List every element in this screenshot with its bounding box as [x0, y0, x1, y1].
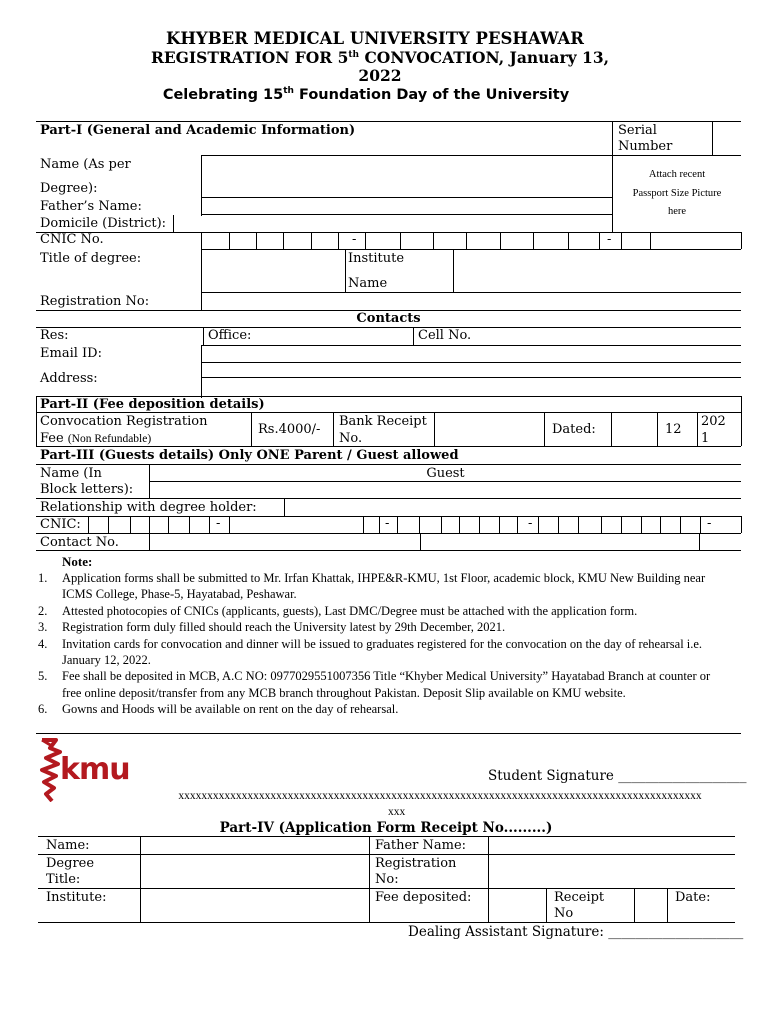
- receipt-fee-label: Fee deposited:: [375, 890, 472, 905]
- photo-placeholder[interactable]: [613, 156, 741, 231]
- guest-contact-label: Contact No.: [40, 535, 119, 550]
- cell-label: Cell No.: [418, 328, 472, 343]
- address-field[interactable]: [202, 363, 741, 397]
- receipt-reg-field[interactable]: [489, 855, 735, 888]
- serial-number-label: Serial: [618, 123, 657, 138]
- receipt-no-label-2: No: [554, 906, 574, 921]
- note-number: 3.: [38, 620, 48, 635]
- institute-field[interactable]: [454, 250, 741, 292]
- email-label: Email ID:: [40, 346, 102, 361]
- notes-list: [38, 570, 728, 718]
- cnic-label: CNIC No.: [40, 232, 104, 247]
- degree-title-field[interactable]: [202, 250, 344, 292]
- receipt-institute-label: Institute:: [46, 890, 107, 905]
- registration-no-label: Registration No:: [40, 294, 150, 309]
- name-label: Name (As per: [40, 157, 131, 172]
- registration-no-field[interactable]: [202, 293, 741, 309]
- kmu-logo: [38, 738, 128, 804]
- guest-name-field[interactable]: [150, 482, 741, 497]
- note-number: 1.: [38, 571, 48, 585]
- serial-number-field[interactable]: [713, 122, 741, 154]
- university-title: KHYBER MEDICAL UNIVERSITY PESHAWAR: [165, 29, 584, 48]
- part3-title: Part-III (Guests details) Only ONE Parent / Guest allowed: [40, 448, 459, 463]
- guest-cnic-boxes[interactable]: [0, 516, 770, 534]
- email-field[interactable]: [202, 346, 741, 362]
- cnic-dash: -: [707, 516, 712, 531]
- dealing-assistant-signature[interactable]: Dealing Assistant Signature: ____________________: [408, 924, 744, 940]
- relationship-field[interactable]: [285, 499, 741, 515]
- note-number: 4.: [38, 636, 48, 651]
- note-item: [38, 603, 728, 619]
- institute-label-2: Name: [348, 276, 388, 291]
- relationship-label: Relationship with degree holder:: [40, 500, 257, 515]
- note-item: [38, 570, 728, 603]
- notes-heading: Note:: [62, 554, 93, 569]
- domicile-field[interactable]: [174, 215, 611, 231]
- month-value: 12: [665, 422, 682, 437]
- receipt-institute-field[interactable]: [141, 889, 368, 921]
- guest-label: Guest: [426, 466, 465, 481]
- part1-title: Part-I (General and Academic Information): [40, 123, 356, 138]
- part4-title: Part-IV (Application Form Receipt No.........): [219, 820, 553, 836]
- convocation-fee-label: Convocation Registration: [40, 414, 208, 429]
- day-field[interactable]: [612, 413, 656, 445]
- year-value: 202: [701, 414, 726, 429]
- note-number: 6.: [38, 702, 48, 717]
- kmu-logo-text: kmu: [60, 752, 130, 787]
- father-name-label: Father’s Name:: [40, 199, 142, 214]
- guest-name-label-2: Block letters):: [40, 482, 134, 497]
- note-item: [38, 701, 728, 717]
- cnic-dash: -: [528, 516, 533, 531]
- cnic-dash: -: [607, 232, 612, 247]
- receipt-degree-label-2: Title:: [46, 872, 81, 887]
- cnic-dash: -: [216, 516, 221, 531]
- contacts-title: Contacts: [356, 311, 421, 326]
- registration-year: 2022: [358, 66, 402, 85]
- receipt-no-label: Receipt: [554, 890, 605, 905]
- dated-label: Dated:: [552, 422, 596, 437]
- registration-title: REGISTRATION FOR 5th CONVOCATION, January 13,: [150, 48, 610, 67]
- receipt-name-field[interactable]: [141, 837, 368, 853]
- separator-line: xxxxxxxxxxxxxxxxxxxxxxxxxxxxxxxxxxxxxxxxxxxxxxxxxxxxxxxxxxxxxxxxxxxxxxxxxxxxxxxxxxxxxxxxxxx: [178, 790, 702, 802]
- non-refundable-note: (Non Refundable): [67, 433, 152, 445]
- note-number: 2.: [38, 603, 48, 618]
- name-label-2: Degree):: [40, 181, 98, 196]
- bank-receipt-field[interactable]: [435, 413, 543, 445]
- year-value-2: 1: [701, 431, 710, 446]
- receipt-fee-field[interactable]: [489, 889, 545, 921]
- photo-text-2: Passport Size Picture: [632, 188, 722, 199]
- name-field[interactable]: [202, 156, 611, 196]
- institute-label: Institute: [348, 251, 405, 266]
- receipt-name-label: Name:: [46, 838, 90, 853]
- note-text: Attested photocopies of CNICs (applicants, guests), Last DMC/Degree must be attached with the application form.: [62, 603, 638, 618]
- res-label: Res:: [40, 328, 69, 343]
- note-text: Registration form duly filled should reach the University latest by 29th December, 2021.: [62, 620, 506, 635]
- part2-title: Part-II (Fee deposition details): [40, 397, 265, 412]
- guest-contact-field[interactable]: [150, 534, 741, 549]
- note-text: Fee shall be deposited in MCB, A.C NO: 0977029551007356 Title “Khyber Medical University” Hayatabad Branch at counter or free online deposit/transfer from any MCB branch throughout Pakistan. Deposit Slip available on KMU website.: [62, 669, 711, 700]
- cnic-dash: -: [352, 232, 357, 247]
- celebrating-title: Celebrating 15th Foundation Day of the University: [162, 86, 570, 103]
- receipt-reg-label-2: No:: [375, 872, 399, 887]
- note-item: [38, 668, 728, 701]
- fee-amount: Rs.4000/-: [258, 422, 321, 437]
- photo-text-3: here: [667, 206, 687, 217]
- separator-line-2: xxx: [388, 806, 406, 818]
- receipt-no-field[interactable]: [635, 889, 666, 921]
- cnic-dash: -: [385, 516, 390, 531]
- convocation-fee-label-2: Fee (Non Refundable): [40, 431, 152, 446]
- note-item: [38, 619, 728, 635]
- note-number: 5.: [38, 669, 48, 684]
- cell-field[interactable]: [480, 328, 741, 344]
- office-field[interactable]: [255, 328, 412, 344]
- note-text: Gowns and Hoods will be available on rent on the day of rehearsal.: [62, 702, 399, 717]
- receipt-father-field[interactable]: [489, 837, 735, 853]
- receipt-father-label: Father Name:: [375, 838, 467, 853]
- note-text: Application forms shall be submitted to Mr. Irfan Khattak, IHPE&R-KMU, 1st Floor, academic block, KMU New Building near ICMS College, Phase-5, Hayatabad, Peshawar.: [62, 571, 706, 602]
- receipt-reg-label: Registration: [375, 856, 457, 871]
- title-of-degree-label: Title of degree:: [40, 251, 142, 266]
- photo-text-1: Attach recent: [648, 169, 706, 180]
- serial-number-label-2: Number: [618, 139, 673, 154]
- address-label: Address:: [40, 371, 98, 386]
- receipt-degree-field[interactable]: [141, 855, 368, 888]
- office-label: Office:: [208, 328, 252, 343]
- guest-cnic-label: CNIC:: [40, 517, 81, 532]
- res-field[interactable]: [75, 328, 202, 344]
- note-item: [38, 636, 728, 669]
- father-name-field[interactable]: [202, 198, 611, 214]
- domicile-label: Domicile (District):: [40, 216, 167, 231]
- receipt-date-label: Date:: [675, 890, 711, 905]
- guest-name-label: Name (In: [40, 466, 102, 481]
- receipt-degree-label: Degree: [46, 856, 95, 871]
- cnic-boxes[interactable]: [0, 232, 770, 250]
- bank-receipt-label: Bank Receipt: [339, 414, 427, 429]
- note-text: Invitation cards for convocation and dinner will be issued to graduates registered for the convocation on the day of rehearsal i.e. January 12, 2022.: [62, 636, 703, 668]
- bank-receipt-label-2: No.: [339, 431, 363, 446]
- student-signature[interactable]: Student Signature ___________________: [488, 768, 747, 784]
